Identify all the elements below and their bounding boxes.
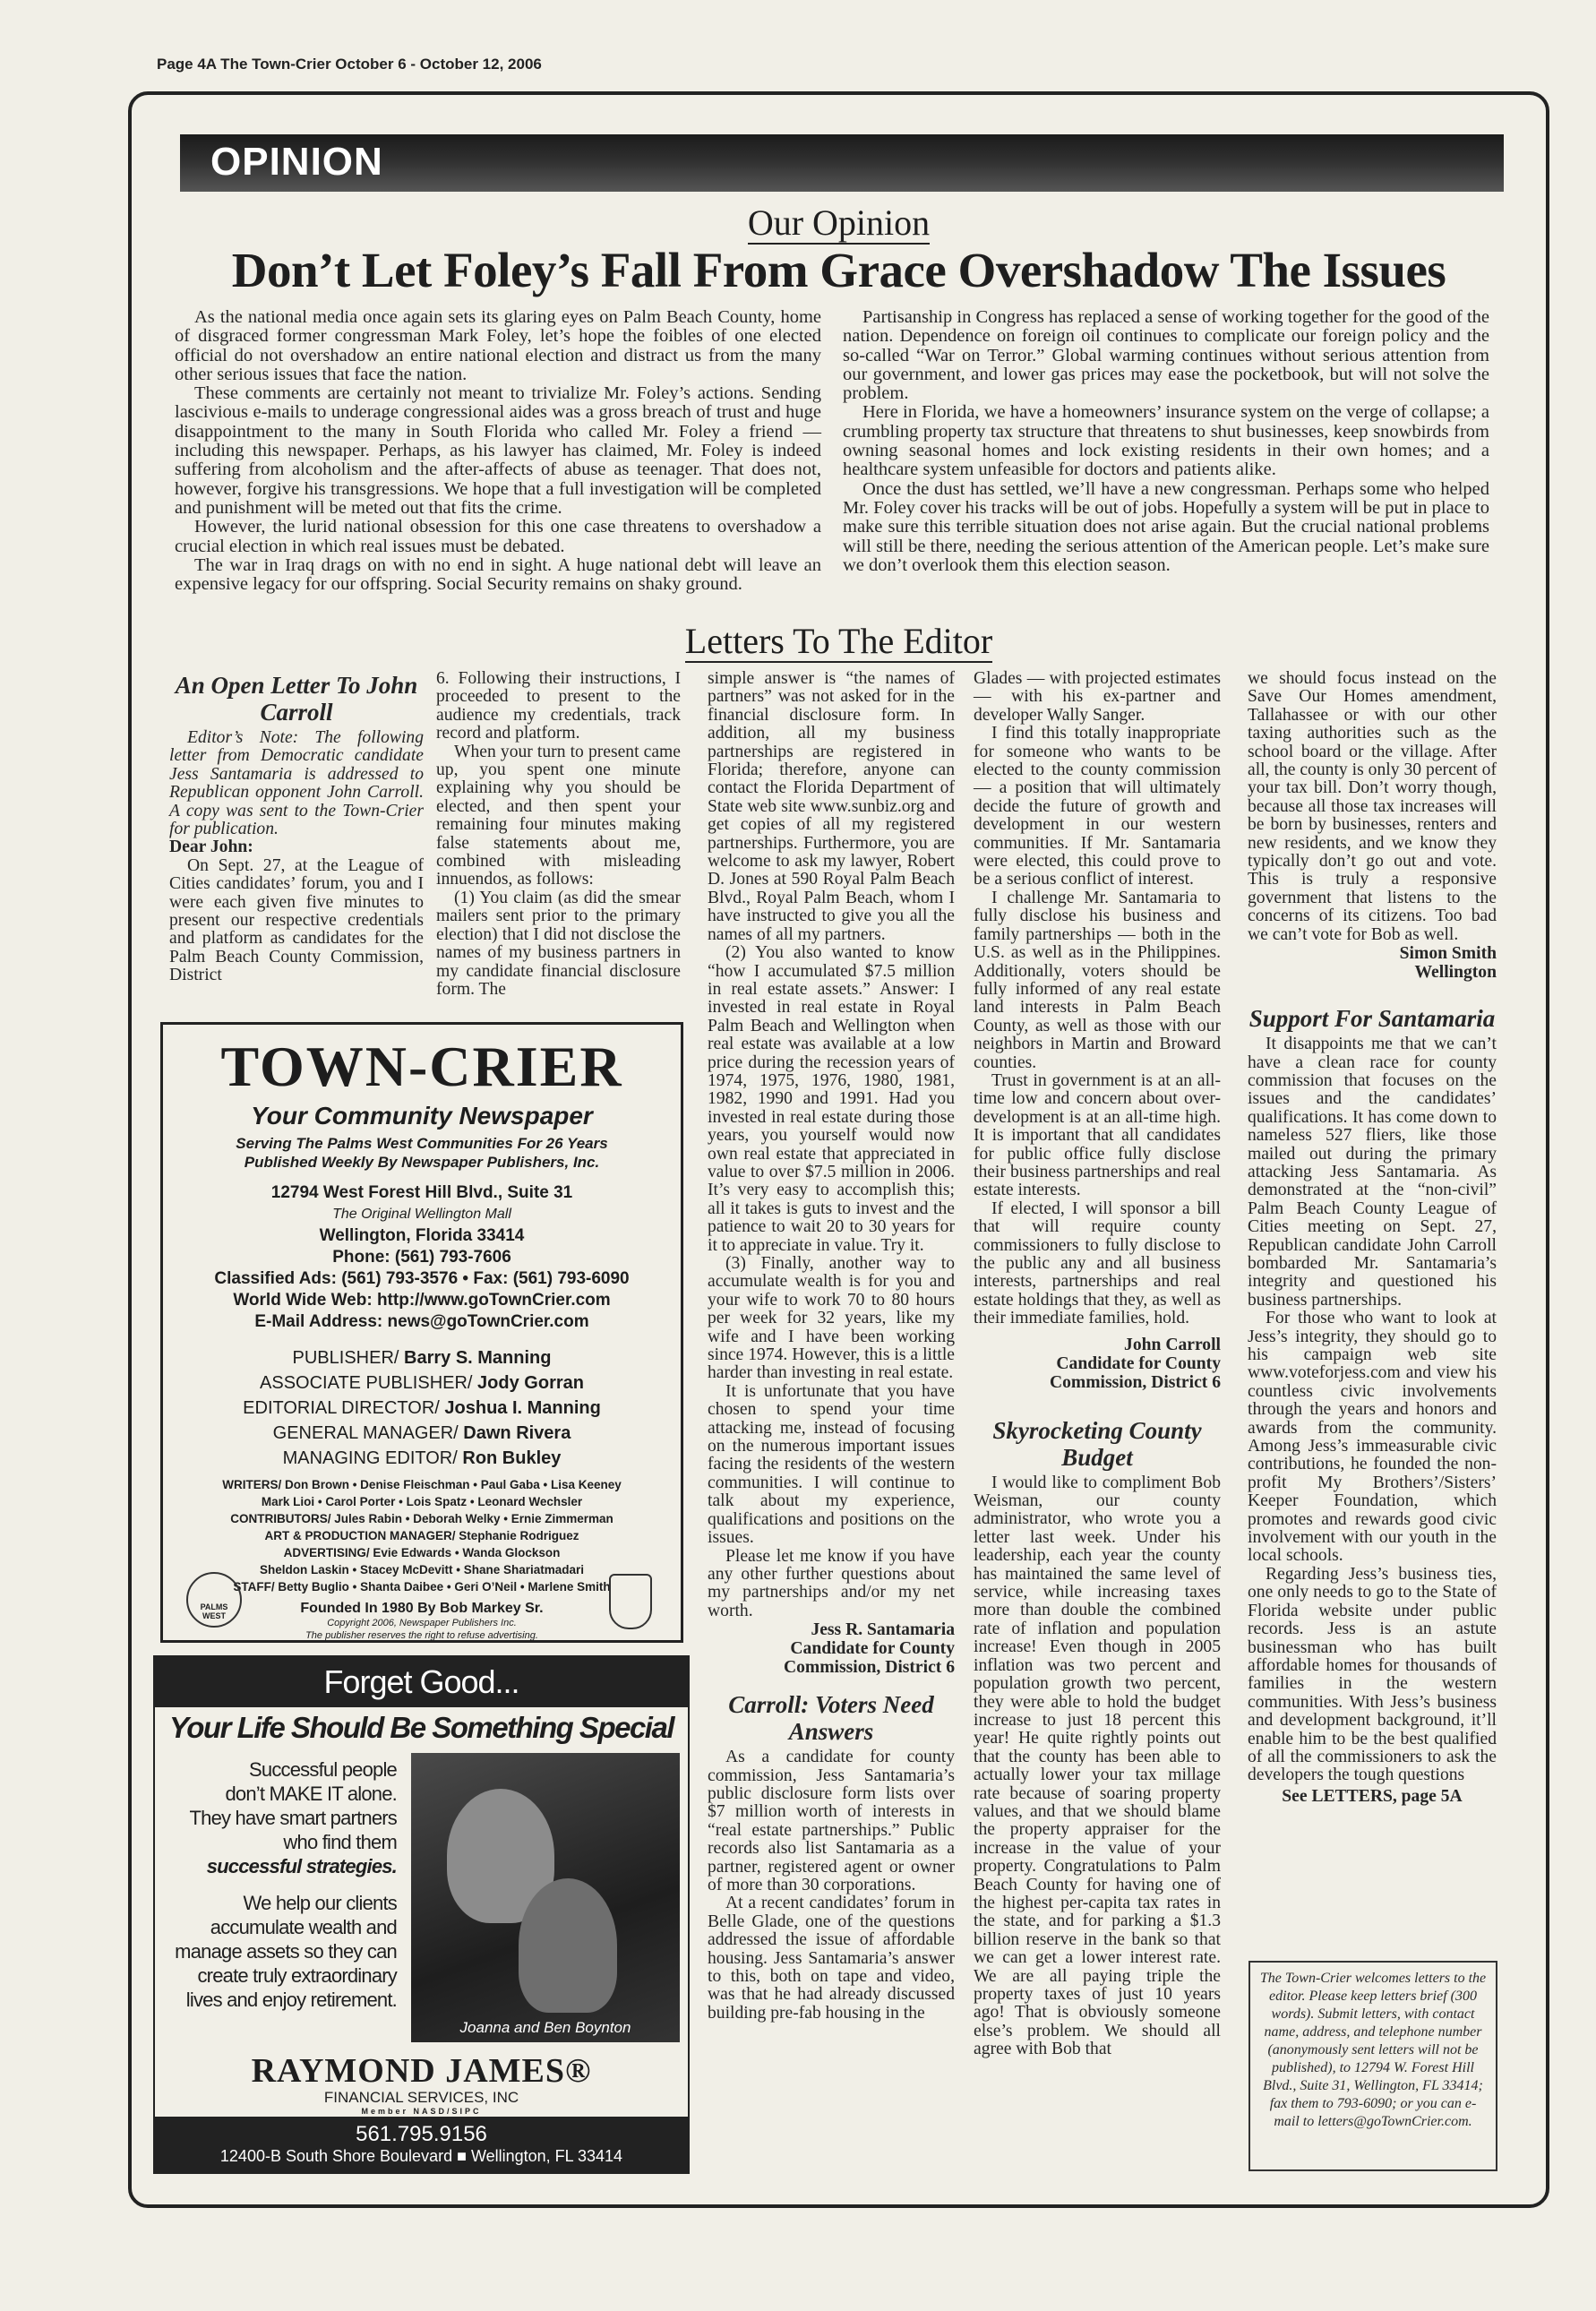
ad-subhead: Your Life Should Be Something Special — [168, 1711, 674, 1744]
masthead-tagline: Your Community Newspaper — [251, 1102, 593, 1130]
paragraph: Regarding Jess’s business ties, one only needs to go to the State of Florida website under public records. Jess is an astute businessman who has built affordable homes for thousands of families in the western communities. With Jess’s business and development background, it’ll enable him to be the best qualified of all the commissioners to ask the developers the tough questions — [1248, 1564, 1497, 1785]
ad-copy-line: create truly extraordinary — [197, 1964, 397, 1987]
editorial-headline: Don’t Let Foley’s Fall From Grace Overshadow The Issues — [231, 243, 1446, 297]
ad-phone: 561.795.9156 — [356, 2122, 487, 2146]
writers-line: Mark Lioi • Carol Porter • Lois Spatz • Leonard Wechsler — [261, 1495, 583, 1508]
paragraph: As the national media once again sets its glaring eyes on Palm Beach County, home of disgraced former congressman Mark Foley, let’s hope the foibles of one elected official do not overshadow an entire national election and distract us from the many other serious issues that face the nation. — [175, 307, 821, 384]
staff-role: ASSOCIATE PUBLISHER/ — [260, 1373, 473, 1393]
ad-contact-bar — [155, 2117, 688, 2172]
staff-entry — [163, 1396, 681, 1421]
letter-signature — [708, 1620, 955, 1677]
letters-heading: Letters To The Editor — [684, 621, 993, 661]
ad-copy-line: lives and enjoy retirement. — [185, 1989, 397, 2011]
paragraph: It is unfortunate that you have chosen to spend your time attacking me, instead of focusing on the numerous important issues facing the residents of the western communities. I will continue to talk about my experience, qualifications and positions on the issues. — [708, 1381, 955, 1548]
rights-line: The publisher reserves the right to refuse advertising. — [305, 1630, 538, 1641]
editorial-column-left — [175, 308, 821, 594]
letters-column-2 — [436, 670, 681, 999]
email-line: E-Mail Address: news@goTownCrier.com — [254, 1312, 589, 1331]
letter-body — [1248, 1035, 1497, 1785]
staff-entry — [163, 1446, 681, 1471]
paragraph: As a candidate for county commission, Jess Santamaria’s public disclosure form lists over $7 million worth of interests in “real estate partnerships.” Public records also list Santamaria as a partner, registered agent or owner of more than 30 corporations. — [708, 1748, 955, 1894]
letter-body — [974, 1474, 1221, 2059]
staff-role: MANAGING EDITOR/ — [282, 1448, 458, 1468]
staff-role: GENERAL MANAGER/ — [272, 1423, 459, 1443]
web-line: World Wide Web: http://www.goTownCrier.com — [233, 1291, 611, 1310]
paragraph: (2) You also wanted to know “how I accumulated $7.5 million in real estate assets.” Answer: I invested in real estate in Royal Palm Beach and Wellington when real estate was available at a low price during the recession years of 1974, 1975, 1976, 1980, 1981, 1982, 1990 and 1991. Had you invested in real estate during those years, you yourself would now own real estate that appreciated in value to over $7.5 million in 2006. It’s very easy to accomplish this; all it takes is guts to invest and the patience to wait 20 to 30 years for it to appreciate in value. Try it. — [708, 943, 955, 1255]
letter-title: Carroll: Voters Need Answers — [728, 1691, 934, 1746]
paragraph: On Sept. 27, at the League of Cities candidates’ forum, you and I were each given five minutes to present our respective credentials and platform as candidates for the Palm Beach County Commission, District — [169, 855, 424, 985]
staff-name: Ron Bukley — [457, 1448, 562, 1468]
ad-copy — [164, 1757, 397, 2012]
paragraph: Glades — with projected estimates — with his ex-partner and developer Wally Sanger. — [974, 669, 1221, 725]
salutation: Dear John: — [169, 838, 253, 857]
signature-line: John Carroll — [1124, 1335, 1221, 1354]
staff-entry — [163, 1370, 681, 1396]
letters-column-3 — [708, 670, 955, 2023]
letter-body — [169, 857, 424, 985]
masthead-contact — [163, 1182, 681, 1333]
ad-copy-line: They have smart partners — [189, 1807, 397, 1829]
staff-line: STAFF/ Betty Buglio • Shanta Daibee • Geri O’Neil • Marlene Smith — [233, 1580, 611, 1594]
ad-member-line: Member NASD/SIPC — [361, 2107, 482, 2116]
staff-role: EDITORIAL DIRECTOR/ — [243, 1398, 440, 1418]
letter-body — [708, 1748, 955, 2023]
paragraph: However, the lurid national obsession for this one case threatens to overshadow a crucial election in which real issues must be debated. — [175, 517, 821, 556]
paragraph: simple answer is “the names of partners” was not asked for in the financial disclosure form. In addition, all my business partnerships are registered in Florida; therefore, anyone can contact the Florida Department of State web site www.sunbiz.org and get copies of all my registered partnerships. Furthermore, you are welcome to ask my lawyer, Robert D. Jones at 590 Royal Palm Beach Blvd., Royal Palm Beach, whom I have instructed to give you all the names of all my partners. — [708, 669, 955, 944]
paragraph: we should focus instead on the Save Our Homes amendment, Tallahassee or with our other taxing authorities such as the school board or the village. After all, the county is only 30 percent of your tax bill. Don’t worry though, because all those tax increases will be born by businesses, renters and new residents, and we know they typically don’t go out and vote. This is truly a responsive government that listens to the concerns of its citizens. Too bad we can’t vote for Bob as well. — [1248, 669, 1497, 944]
paragraph: (1) You claim (as did the smear mailers sent prior to the primary election) that I did not disclose the names of my business partners in my candidate financial disclosure form. The — [436, 888, 681, 999]
signature-line: Commission, District 6 — [783, 1658, 955, 1678]
signature-line: Jess R. Santamaria — [811, 1620, 955, 1640]
contributors-line: CONTRIBUTORS/ Jules Rabin • Deborah Welky • Ernie Zimmerman — [230, 1512, 614, 1525]
paragraph: Here in Florida, we have a homeowners’ insurance system on the verge of collapse; a crumbling property tax structure that threatens to shut businesses, keep snowbirds from owning seasonal homes and lock existing residents in their own homes; and a healthcare system unfeasible for doctors and patients alike. — [843, 402, 1489, 480]
letter-title: An Open Letter To John Carroll — [175, 672, 418, 726]
ad-copy-line — [164, 1878, 397, 1891]
paragraph: I would like to compliment Bob Weisman, our county administrator, who wrote you a letter last week. Under his leadership, each year the county has maintained the same level of service, while increasing taxes more than double the combined rate of inflation and population increase! Even though in 2005 inflation was two percent and population growth two percent, they were able to hold the budget increase to just 18 percent this year! He quite rightly points out that the county has been able to actually lower your tax millage rate because of soaring property values, and that we should blame the property appraiser for the increase in the value of your property. Congratulations to Palm Beach County for having one of the highest per-capita tax rates in the state, and for parking a $1.3 billion reserve in the bank so that we can get a lower interest rate. We are all paying triple the property taxes of just 10 years ago! That is obviously someone else’s problem. We should all agree with Bob that — [974, 1473, 1221, 2059]
staff-name: Joshua I. Manning — [439, 1398, 601, 1418]
opinion-page-frame — [128, 91, 1549, 2208]
staff-name: Dawn Rivera — [458, 1423, 571, 1443]
paragraph: Please let me know if you have any other further questions about my partnerships and/or my net worth. — [708, 1546, 955, 1620]
classified-line: Classified Ads: (561) 793-3576 • Fax: (561) 793-6090 — [214, 1269, 630, 1288]
art-line: ART & PRODUCTION MANAGER/ Stephanie Rodriguez — [264, 1529, 579, 1542]
editors-note: Editor’s Note: The following letter from Democratic candidate Jess Santamaria is addressed to Republican opponent John Carroll. A copy was sent to the Town-Crier for publication. — [169, 728, 424, 839]
address-line: 12794 West Forest Hill Blvd., Suite 31 — [270, 1183, 573, 1202]
ad-logo-sub: FINANCIAL SERVICES, INC — [323, 2089, 519, 2106]
ad-address: 12400-B South Shore Boulevard ■ Wellington, FL 33414 — [219, 2147, 623, 2165]
paragraph: Trust in government is at an all-time low and concern about over-development is at an all-time high. It is important that all candidates for public office fully disclose their business partnerships and real estate interests. — [974, 1070, 1221, 1200]
signature-line: Candidate for County — [790, 1639, 955, 1659]
raymond-james-logo: RAYMOND JAMES® — [251, 2052, 592, 2090]
address-line: Wellington, Florida 33414 — [319, 1226, 525, 1245]
masthead-staff — [163, 1345, 681, 1471]
signature-line: Wellington — [1414, 963, 1497, 983]
continued-line: See LETTERS, page 5A — [1282, 1786, 1463, 1806]
paragraph: (3) Finally, another way to accumulate wealth is for you and your wife to work 70 to 80 hours per week for 32 years, like my wife and I have been working since 1974. However, this is a little harder than investing in real estate. — [708, 1254, 955, 1383]
masthead-sub-1: Serving The Palms West Communities For 26 Years — [236, 1135, 608, 1152]
letters-column-1 — [169, 670, 424, 985]
paragraph: For those who want to look at Jess’s integrity, they should go to his campaign web site www.voteforjess.com and view his countless civic involvements through the years and honors and awards from the community. Among Jess’s immeasurable civic contributions, he founded the non-profit My Brothers’/Sisters’ Keeper Foundation, which promotes and rewards good civic involvement with our youth in the local schools. — [1248, 1309, 1497, 1566]
town-crier-logo: TOWN-CRIER — [220, 1035, 623, 1098]
copyright-line: Copyright 2006, Newspaper Publishers Inc. — [327, 1618, 517, 1628]
letter-body — [436, 670, 681, 999]
man-figure-icon — [519, 1878, 617, 2013]
section-banner — [180, 134, 1504, 192]
address-line: The Original Wellington Mall — [332, 1207, 511, 1222]
letters-policy-box: The Town-Crier welcomes letters to the editor. Please keep letters brief (300 words). Submit letters, with contact name, address, and telephone number (anonymously sent letters will not be published), to 12794 W. Forest Hill Blvd., Suite 31, Wellington, FL 33414; fax them to 793-6090; or you can e-mail to letters@goTownCrier.com. — [1248, 1961, 1497, 2171]
staff-entry — [163, 1421, 681, 1446]
signature-line: Simon Smith — [1399, 944, 1497, 964]
paragraph: Once the dust has settled, we’ll have a new congressman. Perhaps some who helped Mr. Foley cover his tracks will be out of jobs. Hopefully a system will be put in place to make sure this terrible situation does not arise again. But the crucial national problems will still be there, needing the serious attention of the American people. Let’s make sure we don’t overlook them this election season. — [843, 478, 1489, 575]
staff-entry — [163, 1345, 681, 1370]
paragraph: If elected, I will sponsor a bill that will require county commissioners to fully disclose to the public any and all business interests, partnerships and real estate holdings that they, as well as their immediate families, hold. — [974, 1198, 1221, 1328]
paragraph: I find this totally inappropriate for someone who wants to be elected to the county commission — a position that will ultimately decide the future of growth and development in our western communities. If Mr. Santamaria were elected, this could prove to be a serious conflict of interest. — [974, 724, 1221, 889]
page-folio: Page 4A The Town-Crier October 6 - October 12, 2006 — [157, 56, 542, 73]
palms-west-seal-icon: PALMS WEST — [186, 1572, 242, 1628]
paragraph: These comments are certainly not meant to trivialize Mr. Foley’s actions. Sending lascivious e-mails to underage congressional aides was a gross breach of trust and huge disappointment to the many in South Florida who called Mr. Foley a friend — including this newspaper. Perhaps, as his lawyer has claimed, Mr. Foley is indeed suffering from alcoholism and the after-affects of abuse as teenager. That does not, however, forgive his transgressions. We hope that a full investigation will be completed and punishment will be meted out that fits the crime. — [175, 383, 821, 518]
paragraph: I challenge Mr. Santamaria to fully disclose his business and family partnerships — both in the U.S. as well as in the Philippines. Additionally, voters should be fully informed of any real estate land interests in Palm Beach County, as well as those with our neighbors in Martin and Broward counties. — [974, 888, 1221, 1072]
ad-copy-line: We help our clients — [243, 1892, 397, 1914]
letters-column-4 — [974, 670, 1221, 2059]
ad-copy-line: manage assets so they can — [175, 1940, 397, 1963]
paragraph: When your turn to present came up, you spent one minute explaining why you should be elected, and then spent your remaining four minutes making false statements about me, combined with misleading innuendos, as follows: — [436, 742, 681, 889]
letter-signature — [974, 1336, 1221, 1392]
writers-line: WRITERS/ Don Brown • Denise Fleischman • Paul Gaba • Lisa Keeney — [222, 1478, 622, 1491]
editorial-column-right — [843, 308, 1489, 575]
masthead-sub-2: Published Weekly By Newspaper Publishers, Inc. — [244, 1154, 600, 1171]
signature-line: Candidate for County — [1056, 1353, 1221, 1373]
photo-caption: Joanna and Ben Boynton — [459, 2019, 631, 2036]
paragraph: It disappoints me that we can’t have a clean race for county commission that focuses on the issues and the candidates’ qualifications. It has come down to nameless 527 fliers, like those mailed out during the primary attacking Jess Santamaria. As demonstrated at the “non-civil” Palm Beach County League of Cities meeting on Sept. 27, Republican candidate John Carroll bombarded Mr. Santamaria’s integrity and questioned his business partnerships. — [1248, 1035, 1497, 1310]
letters-column-5 — [1248, 670, 1497, 1806]
crest-icon — [609, 1574, 652, 1629]
staff-name: Barry S. Manning — [399, 1348, 552, 1368]
advertising-line: Sheldon Laskin • Stacey McDevitt • Shane Shariatmadari — [259, 1563, 585, 1576]
paragraph: Partisanship in Congress has replaced a sense of working together for the good of the nation. Dependence on foreign oil continues to complicate our foreign policy and the so-called “War on Terror.” Global warming continues without serious attention from our government, and lower gas prices may ease the pocketbook, but will not solve the problem. — [843, 307, 1489, 404]
section-title: OPINION — [210, 140, 383, 184]
ad-headline: Forget Good... — [155, 1657, 688, 1707]
letter-signature — [1248, 944, 1497, 982]
ad-copy-line: successful strategies. — [206, 1855, 397, 1877]
staff-name: Jody Gorran — [472, 1373, 584, 1393]
signature-line: Commission, District 6 — [1049, 1372, 1221, 1392]
letter-body — [1248, 670, 1497, 944]
staff-role: PUBLISHER/ — [292, 1348, 399, 1368]
ad-copy-line: accumulate wealth and — [210, 1916, 397, 1938]
letter-body — [974, 670, 1221, 1328]
editorial-kicker: Our Opinion — [747, 202, 931, 243]
raymond-james-ad — [153, 1655, 690, 2174]
letter-title: Support For Santamaria — [1248, 1005, 1496, 1033]
ad-copy-line: who find them — [283, 1831, 397, 1853]
ad-copy-line: don’t MAKE IT alone. — [225, 1783, 397, 1805]
town-crier-masthead — [160, 1022, 683, 1643]
ad-copy-line: Successful people — [249, 1758, 397, 1781]
phone-line: Phone: (561) 793-7606 — [332, 1248, 511, 1267]
letter-body — [708, 670, 955, 1620]
paragraph: At a recent candidates’ forum in Belle Glade, one of the questions addressed the issue of affordable housing. Jess Santamaria’s answer to this, both on tape and video, was that he had already discussed building pre-fab housing in the — [708, 1894, 955, 2023]
paragraph: The war in Iraq drags on with no end in sight. A huge national debt will leave an expensive legacy for our offspring. Social Security remains on shaky ground. — [175, 554, 821, 595]
paragraph: 6. Following their instructions, I proceeded to present to the audience my credentials, track record and platform. — [436, 669, 681, 743]
letter-title: Skyrocketing County Budget — [992, 1416, 1202, 1471]
couple-photo — [411, 1753, 680, 2042]
founded-line: Founded In 1980 By Bob Markey Sr. — [300, 1601, 544, 1616]
advertising-line: ADVERTISING/ Evie Edwards • Wanda Glockson — [283, 1546, 561, 1559]
